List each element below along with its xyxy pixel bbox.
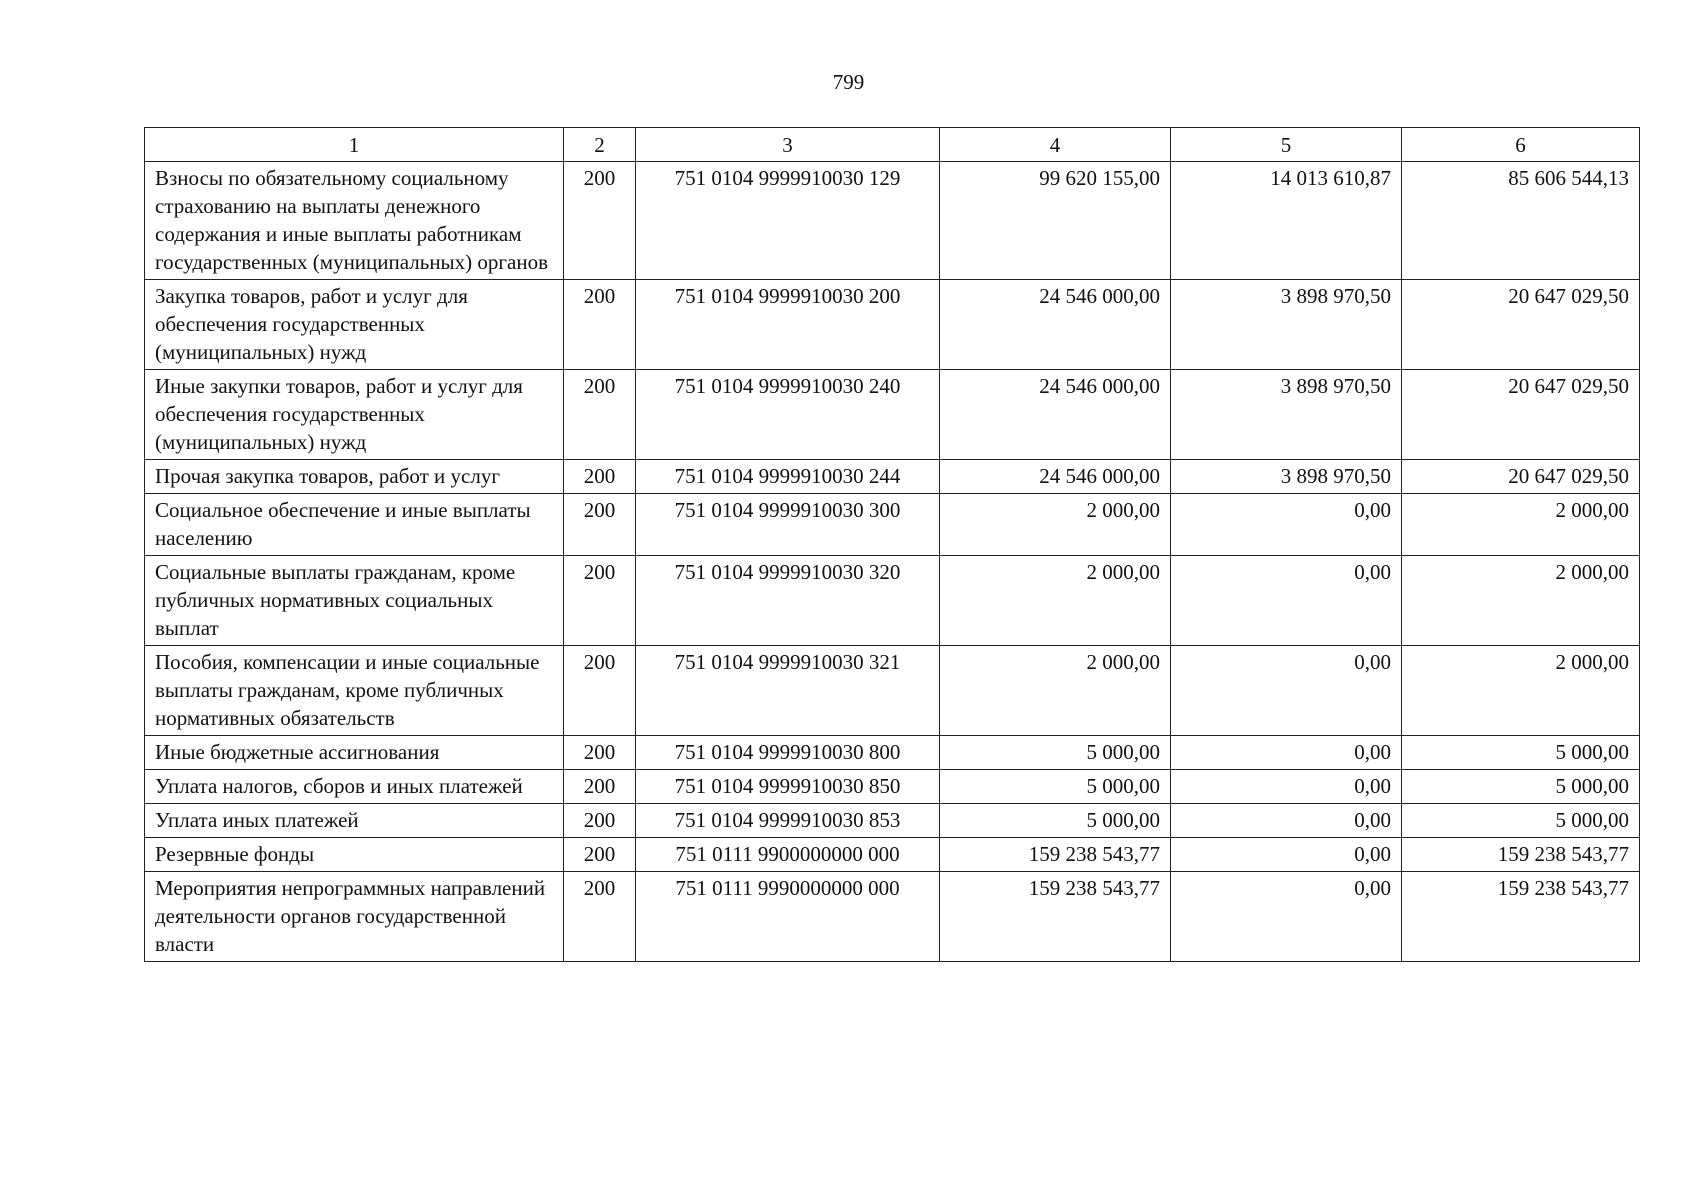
- row-name-cell: Уплата иных платежей: [145, 804, 564, 838]
- unexecuted-amount-cell: 2 000,00: [1402, 646, 1640, 736]
- unexecuted-amount-cell: 2 000,00: [1402, 494, 1640, 556]
- row-name-cell: Уплата налогов, сборов и иных платежей: [145, 770, 564, 804]
- line-code-cell: 200: [564, 556, 636, 646]
- column-header-3: 3: [636, 128, 940, 162]
- approved-amount-cell: 2 000,00: [940, 646, 1171, 736]
- approved-amount-cell: 99 620 155,00: [940, 162, 1171, 280]
- unexecuted-amount-cell: 5 000,00: [1402, 736, 1640, 770]
- table-row: [145, 646, 1640, 736]
- approved-amount-cell: 2 000,00: [940, 556, 1171, 646]
- line-code-cell: 200: [564, 646, 636, 736]
- classification-code-cell: 751 0104 9999910030 244: [636, 460, 940, 494]
- line-code-cell: 200: [564, 804, 636, 838]
- table-row: [145, 162, 1640, 280]
- row-name-cell: Иные бюджетные ассигнования: [145, 736, 564, 770]
- table-row: [145, 770, 1640, 804]
- row-name-cell: Социальное обеспечение и иные выплаты населению: [145, 494, 564, 556]
- classification-code-cell: 751 0104 9999910030 320: [636, 556, 940, 646]
- line-code-cell: 200: [564, 770, 636, 804]
- approved-amount-cell: 24 546 000,00: [940, 460, 1171, 494]
- table-row: [145, 838, 1640, 872]
- executed-amount-cell: 0,00: [1171, 872, 1402, 962]
- table-body: [145, 162, 1640, 962]
- row-name-cell: Пособия, компенсации и иные социальные выплаты гражданам, кроме публичных нормативных обязательств: [145, 646, 564, 736]
- unexecuted-amount-cell: 5 000,00: [1402, 770, 1640, 804]
- executed-amount-cell: 14 013 610,87: [1171, 162, 1402, 280]
- table-row: [145, 460, 1640, 494]
- line-code-cell: 200: [564, 736, 636, 770]
- approved-amount-cell: 24 546 000,00: [940, 370, 1171, 460]
- unexecuted-amount-cell: 85 606 544,13: [1402, 162, 1640, 280]
- classification-code-cell: 751 0111 9900000000 000: [636, 838, 940, 872]
- unexecuted-amount-cell: 20 647 029,50: [1402, 280, 1640, 370]
- line-code-cell: 200: [564, 280, 636, 370]
- executed-amount-cell: 0,00: [1171, 770, 1402, 804]
- approved-amount-cell: 159 238 543,77: [940, 838, 1171, 872]
- classification-code-cell: 751 0111 9990000000 000: [636, 872, 940, 962]
- approved-amount-cell: 159 238 543,77: [940, 872, 1171, 962]
- executed-amount-cell: 0,00: [1171, 804, 1402, 838]
- unexecuted-amount-cell: 2 000,00: [1402, 556, 1640, 646]
- line-code-cell: 200: [564, 370, 636, 460]
- row-name-cell: Взносы по обязательному социальному страхованию на выплаты денежного содержания и иные выплаты работникам государственных (муниципальных) органов: [145, 162, 564, 280]
- table-row: [145, 280, 1640, 370]
- classification-code-cell: 751 0104 9999910030 200: [636, 280, 940, 370]
- row-name-cell: Социальные выплаты гражданам, кроме публичных нормативных социальных выплат: [145, 556, 564, 646]
- row-name-cell: Прочая закупка товаров, работ и услуг: [145, 460, 564, 494]
- executed-amount-cell: 0,00: [1171, 646, 1402, 736]
- row-name-cell: Резервные фонды: [145, 838, 564, 872]
- approved-amount-cell: 5 000,00: [940, 736, 1171, 770]
- classification-code-cell: 751 0104 9999910030 850: [636, 770, 940, 804]
- column-header-5: 5: [1171, 128, 1402, 162]
- unexecuted-amount-cell: 159 238 543,77: [1402, 872, 1640, 962]
- column-header-1: 1: [145, 128, 564, 162]
- column-header-6: 6: [1402, 128, 1640, 162]
- line-code-cell: 200: [564, 162, 636, 280]
- table-row: [145, 556, 1640, 646]
- approved-amount-cell: 5 000,00: [940, 770, 1171, 804]
- unexecuted-amount-cell: 5 000,00: [1402, 804, 1640, 838]
- line-code-cell: 200: [564, 494, 636, 556]
- column-header-4: 4: [940, 128, 1171, 162]
- executed-amount-cell: 0,00: [1171, 736, 1402, 770]
- classification-code-cell: 751 0104 9999910030 800: [636, 736, 940, 770]
- line-code-cell: 200: [564, 872, 636, 962]
- budget-table: [144, 127, 1640, 962]
- executed-amount-cell: 3 898 970,50: [1171, 370, 1402, 460]
- executed-amount-cell: 3 898 970,50: [1171, 280, 1402, 370]
- executed-amount-cell: 0,00: [1171, 494, 1402, 556]
- classification-code-cell: 751 0104 9999910030 321: [636, 646, 940, 736]
- approved-amount-cell: 2 000,00: [940, 494, 1171, 556]
- line-code-cell: 200: [564, 460, 636, 494]
- page-number: 799: [832, 70, 865, 94]
- approved-amount-cell: 5 000,00: [940, 804, 1171, 838]
- classification-code-cell: 751 0104 9999910030 853: [636, 804, 940, 838]
- table-row: [145, 736, 1640, 770]
- classification-code-cell: 751 0104 9999910030 300: [636, 494, 940, 556]
- unexecuted-amount-cell: 159 238 543,77: [1402, 838, 1640, 872]
- header-row: [145, 128, 1640, 162]
- table-row: [145, 804, 1640, 838]
- executed-amount-cell: 0,00: [1171, 838, 1402, 872]
- classification-code-cell: 751 0104 9999910030 129: [636, 162, 940, 280]
- row-name-cell: Иные закупки товаров, работ и услуг для обеспечения государственных (муниципальных) нужд: [145, 370, 564, 460]
- unexecuted-amount-cell: 20 647 029,50: [1402, 370, 1640, 460]
- row-name-cell: Закупка товаров, работ и услуг для обеспечения государственных (муниципальных) нужд: [145, 280, 564, 370]
- row-name-cell: Мероприятия непрограммных направлений деятельности органов государственной власти: [145, 872, 564, 962]
- table-row: [145, 872, 1640, 962]
- classification-code-cell: 751 0104 9999910030 240: [636, 370, 940, 460]
- executed-amount-cell: 0,00: [1171, 556, 1402, 646]
- approved-amount-cell: 24 546 000,00: [940, 280, 1171, 370]
- line-code-cell: 200: [564, 838, 636, 872]
- executed-amount-cell: 3 898 970,50: [1171, 460, 1402, 494]
- table-row: [145, 370, 1640, 460]
- unexecuted-amount-cell: 20 647 029,50: [1402, 460, 1640, 494]
- column-header-2: 2: [564, 128, 636, 162]
- table-row: [145, 494, 1640, 556]
